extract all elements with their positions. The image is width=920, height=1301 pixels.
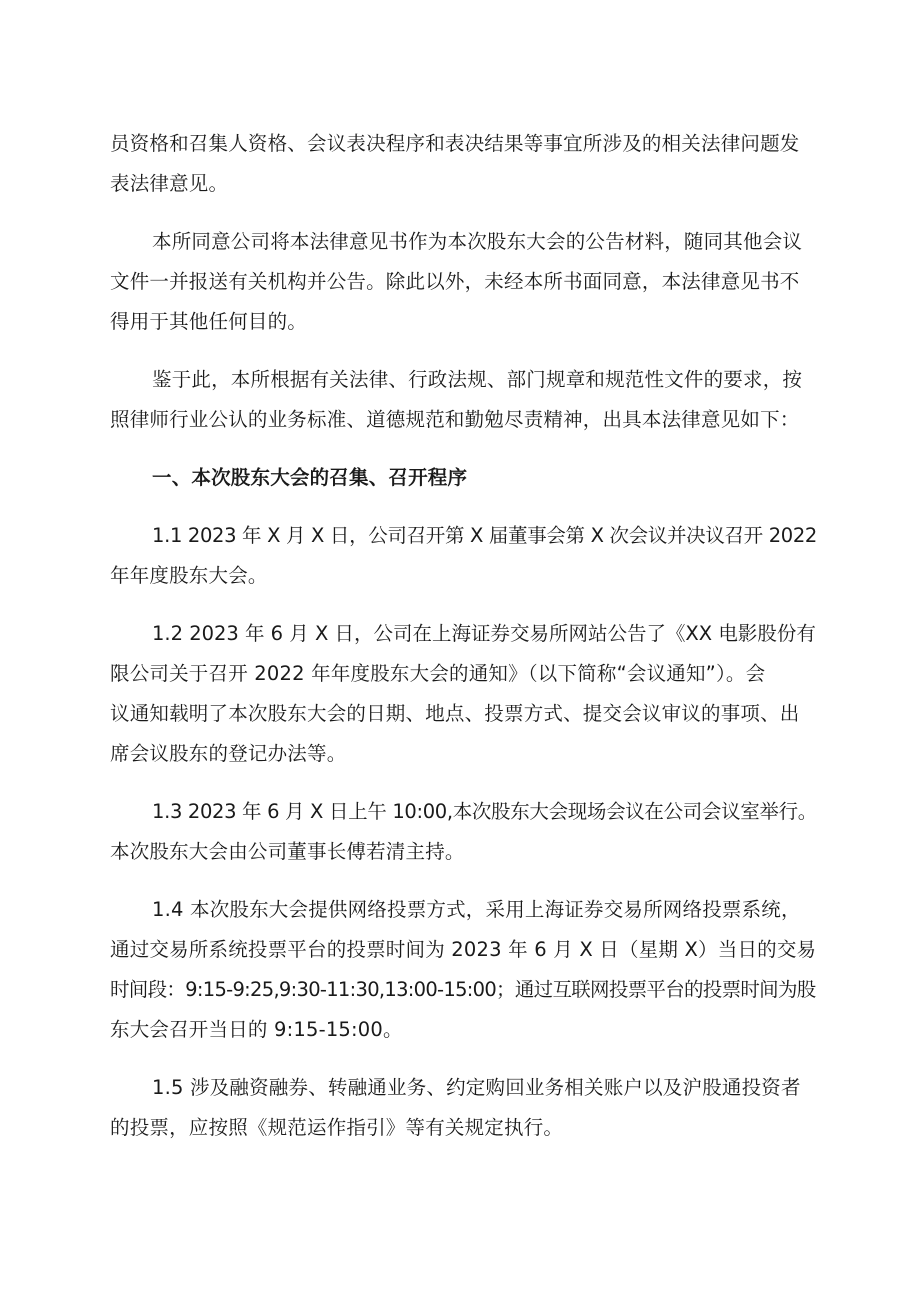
text-line: 1.5 涉及融资融券、转融通业务、约定购回业务相关账户以及沪股通投资者 bbox=[152, 1076, 801, 1099]
section-heading bbox=[110, 458, 816, 498]
text-line: 1.1 2023 年 X 月 X 日，公司召开第 X 届董事会第 X 次会议并决议召开 2022 bbox=[152, 524, 818, 547]
text-line: 文件一并报送有关机构并公告。除此以外，未经本所书面同意，本法律意见书不 bbox=[110, 270, 800, 293]
text-line: 通过交易所系统投票平台的投票时间为 2023 年 6 月 X 日（星期 X）当日的交易 bbox=[110, 938, 817, 961]
clause-1-2 bbox=[110, 614, 816, 774]
text-line: 本次股东大会由公司董事长傅若清主持。 bbox=[110, 840, 465, 863]
heading-text: 一、本次股东大会的召集、召开程序 bbox=[152, 466, 468, 489]
paragraph-basis bbox=[110, 360, 816, 440]
text-line: 时间段：9:15-9:25,9:30-11:30,13:00-15:00；通过互联网投票平台的投票时间为股 bbox=[110, 978, 816, 1001]
text-line: 照律师行业公认的业务标准、道德规范和勤勉尽责精神，出具本法律意见如下： bbox=[110, 408, 800, 431]
text-line: 限公司关于召开 2022 年年度股东大会的通知》（以下简称“会议通知”）。会 bbox=[110, 662, 766, 685]
clause-1-5 bbox=[110, 1068, 816, 1148]
text-line: 席会议股东的登记办法等。 bbox=[110, 742, 347, 765]
document-body bbox=[110, 124, 816, 1148]
text-line: 的投票，应按照《规范运作指引》等有关规定执行。 bbox=[110, 1116, 564, 1139]
text-line: 议通知载明了本次股东大会的日期、地点、投票方式、提交会议审议的事项、出 bbox=[110, 702, 800, 725]
text-line: 年年度股东大会。 bbox=[110, 564, 268, 587]
text-line: 东大会召开当日的 9:15-15:00。 bbox=[110, 1018, 403, 1041]
text-line: 1.3 2023 年 6 月 X 日上午 10:00,本次股东大会现场会议在公司会议室举行。 bbox=[152, 800, 817, 823]
clause-1-4 bbox=[110, 890, 816, 1050]
clause-1-1 bbox=[110, 516, 816, 596]
text-line: 得用于其他任何目的。 bbox=[110, 310, 308, 333]
text-line: 鉴于此，本所根据有关法律、行政法规、部门规章和规范性文件的要求，按 bbox=[152, 368, 803, 391]
paragraph-consent bbox=[110, 222, 816, 342]
paragraph-continuation bbox=[110, 124, 816, 204]
text-line: 1.4 本次股东大会提供网络投票方式，采用上海证券交易所网络投票系统， bbox=[152, 898, 801, 921]
text-line: 本所同意公司将本法律意见书作为本次股东大会的公告材料，随同其他会议 bbox=[152, 230, 803, 253]
text-line: 表法律意见。 bbox=[110, 172, 229, 195]
clause-1-3 bbox=[110, 792, 816, 872]
text-line: 员资格和召集人资格、会议表决程序和表决结果等事宜所涉及的相关法律问题发 bbox=[110, 132, 800, 155]
text-line: 1.2 2023 年 6 月 X 日，公司在上海证券交易所网站公告了《XX 电影股份有 bbox=[152, 622, 816, 645]
